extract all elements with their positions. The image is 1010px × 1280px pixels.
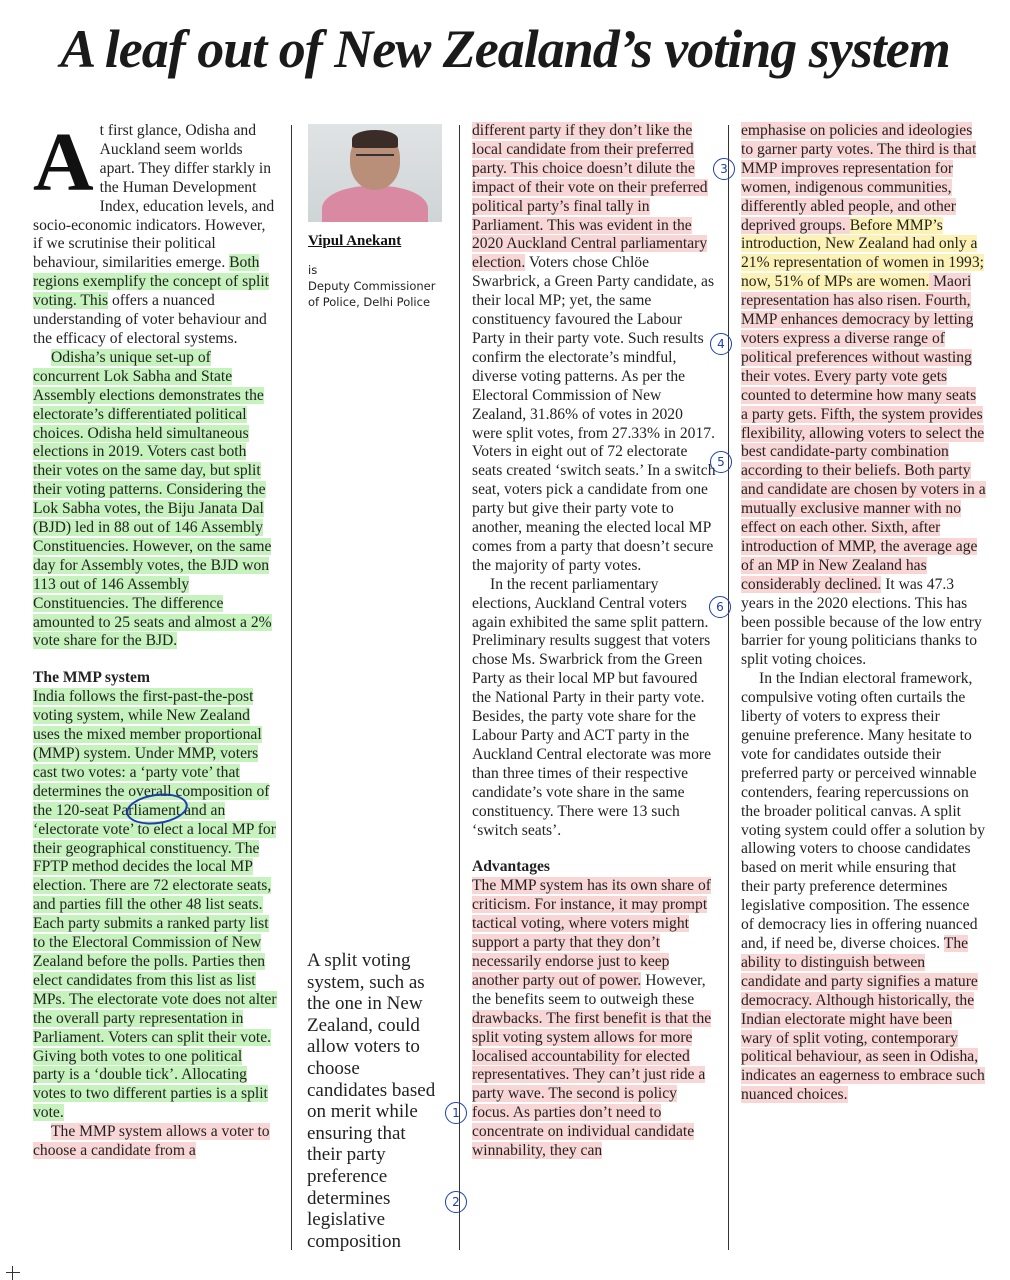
annotation-number-5: 5 [710, 451, 732, 473]
annotation-number-4: 4 [710, 333, 732, 355]
column-rule [291, 125, 292, 1250]
article-column-1 [33, 116, 278, 1161]
article-column-3 [472, 122, 717, 1161]
paragraph: emphasise on policies and ideologies to garner party votes. The third is that MMP improves representation for women, indigenous communities, differently abled people, and other deprived groups. Before MMP’s introduction, New Zealand had only a 21% representation of women in 1993; now, 51% of MPs are women. Maori representation has also risen. Fourth, MMP enhances democracy by letting voters express a diverse range of political preferences without wasting their votes. Every party vote gets counted to determine how many seats a party gets. Fifth, the system provides flexibility, allowing voters to select the best candidate-party combination according to their beliefs. Both party and candidate are chosen by voters in a mutually exclusive manner with no effect on each other. Sixth, after introduction of MMP, the average age of an MP in New Zealand has considerably declined. It was 47.3 years in the 2020 elections. This has been possible because of the low entry barrier for young politicians thanks to split voting choices. [741, 122, 986, 669]
paragraph: India follows the first-past-the-post voting system, while New Zealand uses the mixed member proportional (MMP) system. Under MMP, voters cast two votes: a ‘party vote’ that determines the overall composition of the 120-seat Parliament and an ‘electorate vote’ to elect a local MP for their geographical constituency. The FPTP method decides the local MP election. There are 72 electorate seats, and parties fill the other 48 list seats. Each party submits a ranked party list to the Electoral Commission of New Zealand before the polls. Parties then elect candidates from this list as list MPs. The electorate vote does not alter the overall party representation in Parliament. Voters can split their vote. Giving both votes to one political party is a ‘double tick’. Allocating votes to two different parties is a split vote. [33, 688, 277, 1122]
section-heading: Advantages [472, 858, 550, 876]
column-rule [459, 125, 460, 1250]
article-column-4 [741, 122, 986, 1105]
author-role: is Deputy Commissioner of Police, Delhi Police [308, 263, 436, 309]
pull-quote: A split voting system, such as the one in New Zealand, could allow voters to choose candidates based on merit while ensuring that their party preference determines legislative composition [307, 950, 436, 1252]
paragraph: different party if they don’t like the local candidate from their preferred party. This choice doesn’t dilute the impact of their vote on their preferred political party’s final tally in Parliament. This was evident in the 2020 Auckland Central parliamentary election. Voters chose Chlöe Swarbrick, a Green Party candidate, as their local MP; yet, the same constituency favoured the Labour Party in their party vote. Such results confirm the electorate’s mindful, diverse voting patterns. As per the Electoral Commission of New Zealand, 31.86% of votes in 2020 were split votes, from 27.33% in 2017. Voters in eight out of 72 electorate seats created ‘switch seats.’ In a switch seat, voters pick a candidate from one party but give their party vote to another, meaning the elected local MP comes from a party that doesn’t secure the majority of party votes. [472, 122, 716, 574]
paragraph: In the Indian electoral framework, compulsive voting often curtails the liberty of voters to express their genuine preference. Many hesitate to vote for candidates outside their preferred party or perceived winnable contenders, fearing repercussions on the broader political canvas. A split voting system could offer a solution by allowing voters to choose candidates based on merit while ensuring that their party preference determines legislative composition. The essence of democracy lies in offering nuanced and, if need be, diverse choices. The ability to distinguish between candidate and party signifies a mature democracy. Although historically, the Indian electorate might have been wary of split voting, contemporary political behaviour, as seen in Odisha, indicates an eagerness to embrace such nuanced choices. [741, 670, 985, 1104]
paragraph: In the recent parliamentary elections, Auckland Central voters again exhibited the same split pattern. Preliminary results suggest that voters chose Ms. Swarbrick from the Green Party as their local MP but favoured the National Party in their party vote. Besides, the party vote share for the Labour Party and ACT party in the Auckland Central electorate was more than three times of their respective candidate’s vote share in the same constituency. There were 13 such ‘switch seats’. [472, 575, 712, 839]
paragraph: At first glance, Odisha and Auckland seem worlds apart. They differ starkly in the Human Development Index, education levels, and socio-economic indicators. However, if we scrutinise their political behaviour, similarities emerge. Both regions exemplify the concept of split voting. This offers a nuanced understanding of voter behaviour and the efficacy of electoral systems. [33, 116, 275, 347]
crop-mark [6, 1266, 20, 1280]
headline: A leaf out of New Zealand’s voting system [60, 19, 950, 79]
paragraph: The MMP system has its own share of criticism. For instance, it may prompt tactical voting, where voters might support a party that they don’t necessarily endorse just to keep another party out of power. However, the benefits seem to outweigh these drawbacks. The first benefit is that the split voting system allows for more localised accountability for elected representatives. They can’t just ride a party wave. The second is policy focus. As parties don’t need to concentrate on individual candidate winnability, they can [472, 877, 712, 1160]
paragraph: Odisha’s unique set-up of concurrent Lok Sabha and State Assembly elections demonstrates the electorate’s differentiated political choices. Odisha held simultaneous elections in 2019. Voters cast both their votes on the same day, but split their voting patterns. Considering the Lok Sabha votes, the Biju Janata Dal (BJD) led in 88 out of 146 Assembly Constituencies. However, on the same day for Assembly votes, the BJD won 113 out of 146 Assembly Constituencies. The difference amounted to 25 seats and almost a 2% vote share for the BJD. [33, 348, 272, 650]
column-rule [728, 125, 729, 1250]
drop-cap: A [33, 116, 94, 209]
author-name: Vipul Anekant [308, 233, 402, 249]
annotation-number-3: 3 [713, 158, 735, 180]
paragraph: The MMP system allows a voter to choose a candidate from a [33, 1123, 270, 1160]
annotation-number-1: 1 [445, 1102, 467, 1124]
section-heading: The MMP system [33, 669, 150, 687]
annotation-number-6: 6 [709, 596, 731, 618]
annotation-number-2: 2 [445, 1191, 467, 1213]
author-photo [308, 124, 442, 222]
